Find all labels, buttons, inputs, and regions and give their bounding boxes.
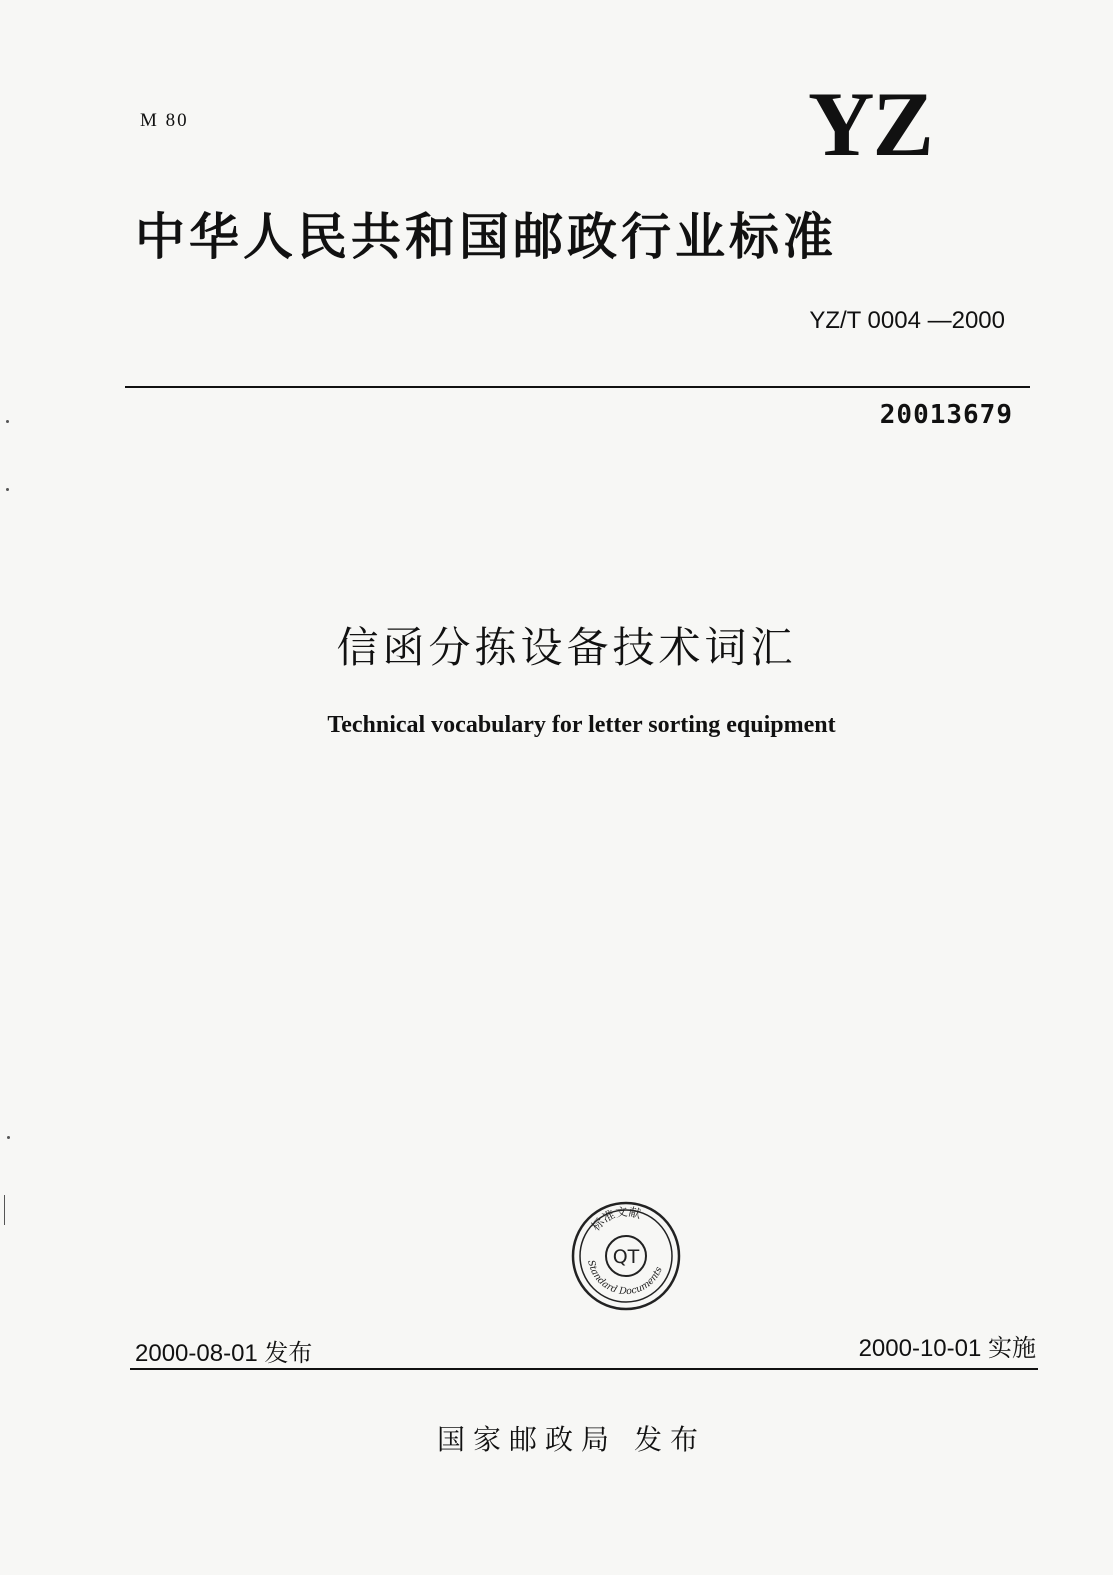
seal-center-text: QT [612,1246,640,1268]
document-title-zh: 信函分拣设备技术词汇 [336,623,797,672]
brand-mark: YZ [808,73,932,175]
scan-speck [6,488,9,491]
scan-speck [6,420,9,423]
footer-divider [130,1368,1038,1370]
issue-date: 2000-08-01 发布 [135,1340,313,1367]
standard-number: YZ/T 0004 —2000 [809,307,1005,334]
seal-upper-text: 标准文献 [588,1204,643,1234]
svg-text:标准文献 [588,1204,642,1234]
seal-ring-text: Standard Documents [585,1259,665,1298]
effective-date: 2000-10-01 实施 [858,1335,1036,1362]
scan-speck [7,1136,10,1139]
document-title-en: Technical vocabulary for letter sorting equipment [327,712,836,738]
standard-category-title: 中华人民共和国邮政行业标准 [135,208,837,266]
classification-code: M 80 [140,110,189,131]
header-divider [125,386,1030,388]
standard-documents-seal [570,1200,682,1312]
document-id: 20013679 [879,400,1013,430]
publisher-line: 国家邮政局 发布 [437,1423,706,1456]
scan-speck [4,1195,5,1225]
